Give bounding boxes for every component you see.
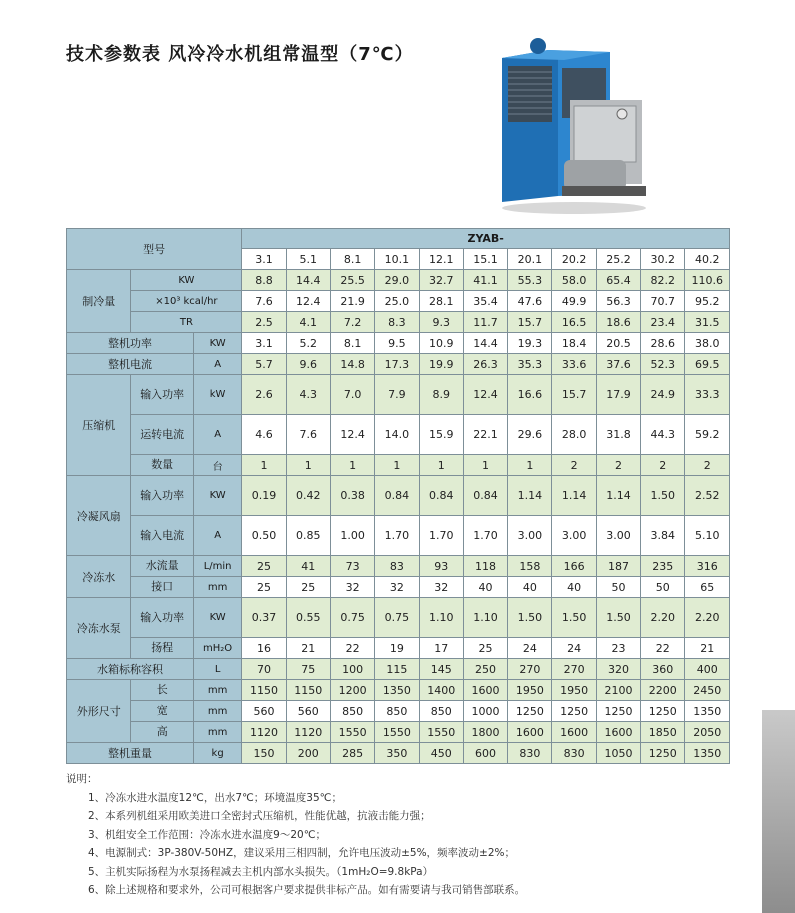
model-cell: 10.1 bbox=[375, 249, 419, 270]
value-cell: 75 bbox=[286, 659, 330, 680]
value-cell: 3.00 bbox=[596, 516, 640, 556]
value-cell: 1.50 bbox=[508, 598, 552, 638]
value-cell: 850 bbox=[419, 701, 463, 722]
value-cell: 400 bbox=[685, 659, 730, 680]
value-cell: 2.5 bbox=[242, 312, 286, 333]
model-cell: 30.2 bbox=[641, 249, 685, 270]
value-cell: 35.3 bbox=[508, 354, 552, 375]
value-cell: 150 bbox=[242, 743, 286, 764]
chiller-unit-image bbox=[494, 36, 654, 216]
model-cell: 20.2 bbox=[552, 249, 596, 270]
value-cell: 200 bbox=[286, 743, 330, 764]
model-cell: 20.1 bbox=[508, 249, 552, 270]
unit-cell: mH₂O bbox=[193, 638, 241, 659]
unit-cell: mm bbox=[193, 680, 241, 701]
value-cell: 1550 bbox=[375, 722, 419, 743]
value-cell: 2.52 bbox=[685, 476, 730, 516]
value-cell: 52.3 bbox=[641, 354, 685, 375]
value-cell: 166 bbox=[552, 556, 596, 577]
value-cell: 8.3 bbox=[375, 312, 419, 333]
value-cell: 0.42 bbox=[286, 476, 330, 516]
value-cell: 24.9 bbox=[641, 375, 685, 415]
value-cell: 17.3 bbox=[375, 354, 419, 375]
value-cell: 35.4 bbox=[463, 291, 507, 312]
value-cell: 1600 bbox=[463, 680, 507, 701]
value-cell: 0.38 bbox=[330, 476, 374, 516]
value-cell: 29.6 bbox=[508, 415, 552, 455]
table-row bbox=[67, 354, 730, 375]
value-cell: 3.00 bbox=[508, 516, 552, 556]
value-cell: 32.7 bbox=[419, 270, 463, 291]
value-cell: 270 bbox=[508, 659, 552, 680]
value-cell: 1.10 bbox=[419, 598, 463, 638]
value-cell: 18.4 bbox=[552, 333, 596, 354]
value-cell: 1350 bbox=[685, 743, 730, 764]
value-cell: 1.70 bbox=[463, 516, 507, 556]
value-cell: 15.7 bbox=[552, 375, 596, 415]
value-cell: 31.8 bbox=[596, 415, 640, 455]
value-cell: 70 bbox=[242, 659, 286, 680]
row-label: 水箱标称容积 bbox=[67, 659, 194, 680]
value-cell: 15.9 bbox=[419, 415, 463, 455]
value-cell: 8.9 bbox=[419, 375, 463, 415]
value-cell: 2450 bbox=[685, 680, 730, 701]
value-cell: 19.9 bbox=[419, 354, 463, 375]
row-label: 长 bbox=[131, 680, 193, 701]
value-cell: 1.70 bbox=[375, 516, 419, 556]
value-cell: 59.2 bbox=[685, 415, 730, 455]
value-cell: 2050 bbox=[685, 722, 730, 743]
unit-cell: A bbox=[193, 354, 241, 375]
value-cell: 16.5 bbox=[552, 312, 596, 333]
note-item: 6、除上述规格和要求外，公司可根据客户要求提供非标产品。如有需要请与我司销售部联系。 bbox=[88, 884, 526, 896]
value-cell: 24 bbox=[552, 638, 596, 659]
value-cell: 350 bbox=[375, 743, 419, 764]
unit-cell: 台 bbox=[193, 455, 241, 476]
value-cell: 23 bbox=[596, 638, 640, 659]
unit-cell: mm bbox=[193, 722, 241, 743]
notes-title: 说明： bbox=[66, 773, 98, 785]
value-cell: 2100 bbox=[596, 680, 640, 701]
unit-cell: KW bbox=[193, 333, 241, 354]
value-cell: 2.20 bbox=[685, 598, 730, 638]
value-cell: 1 bbox=[419, 455, 463, 476]
value-cell: 8.8 bbox=[242, 270, 286, 291]
value-cell: 8.1 bbox=[330, 333, 374, 354]
value-cell: 1.14 bbox=[596, 476, 640, 516]
value-cell: 14.8 bbox=[330, 354, 374, 375]
row-label: 整机电流 bbox=[67, 354, 194, 375]
value-cell: 1.14 bbox=[552, 476, 596, 516]
model-label: 型号 bbox=[67, 229, 242, 270]
value-cell: 15.7 bbox=[508, 312, 552, 333]
value-cell: 69.5 bbox=[685, 354, 730, 375]
value-cell: 2 bbox=[685, 455, 730, 476]
value-cell: 1200 bbox=[330, 680, 374, 701]
model-cell: 12.1 bbox=[419, 249, 463, 270]
table-row bbox=[67, 270, 730, 291]
value-cell: 1550 bbox=[330, 722, 374, 743]
value-cell: 1600 bbox=[552, 722, 596, 743]
value-cell: 58.0 bbox=[552, 270, 596, 291]
value-cell: 17 bbox=[419, 638, 463, 659]
table-row bbox=[67, 476, 730, 516]
notes-section bbox=[66, 770, 525, 900]
value-cell: 187 bbox=[596, 556, 640, 577]
group-label: 制冷量 bbox=[67, 270, 131, 333]
value-cell: 115 bbox=[375, 659, 419, 680]
unit-cell: KW bbox=[193, 598, 241, 638]
value-cell: 7.6 bbox=[242, 291, 286, 312]
value-cell: 21 bbox=[685, 638, 730, 659]
value-cell: 29.0 bbox=[375, 270, 419, 291]
value-cell: 25.5 bbox=[330, 270, 374, 291]
value-cell: 850 bbox=[330, 701, 374, 722]
value-cell: 320 bbox=[596, 659, 640, 680]
value-cell: 270 bbox=[552, 659, 596, 680]
table-row bbox=[67, 375, 730, 415]
unit-cell: KW bbox=[131, 270, 242, 291]
row-label: 整机重量 bbox=[67, 743, 194, 764]
row-label: 水流量 bbox=[131, 556, 193, 577]
value-cell: 25 bbox=[242, 556, 286, 577]
value-cell: 31.5 bbox=[685, 312, 730, 333]
value-cell: 600 bbox=[463, 743, 507, 764]
value-cell: 1.50 bbox=[552, 598, 596, 638]
value-cell: 55.3 bbox=[508, 270, 552, 291]
value-cell: 19.3 bbox=[508, 333, 552, 354]
value-cell: 4.3 bbox=[286, 375, 330, 415]
value-cell: 12.4 bbox=[463, 375, 507, 415]
value-cell: 65 bbox=[685, 577, 730, 598]
value-cell: 1 bbox=[508, 455, 552, 476]
group-label: 压缩机 bbox=[67, 375, 131, 476]
value-cell: 1120 bbox=[242, 722, 286, 743]
value-cell: 1.10 bbox=[463, 598, 507, 638]
table-row bbox=[67, 743, 730, 764]
value-cell: 1950 bbox=[508, 680, 552, 701]
value-cell: 21 bbox=[286, 638, 330, 659]
value-cell: 12.4 bbox=[286, 291, 330, 312]
value-cell: 7.9 bbox=[375, 375, 419, 415]
note-item: 5、主机实际扬程为水泵扬程减去主机内部水头损失。（1mH₂O=9.8kPa） bbox=[88, 865, 434, 878]
value-cell: 1800 bbox=[463, 722, 507, 743]
value-cell: 360 bbox=[641, 659, 685, 680]
value-cell: 10.9 bbox=[419, 333, 463, 354]
value-cell: 1 bbox=[286, 455, 330, 476]
row-label: 运转电流 bbox=[131, 415, 193, 455]
value-cell: 100 bbox=[330, 659, 374, 680]
row-label: 接口 bbox=[131, 577, 193, 598]
value-cell: 1150 bbox=[286, 680, 330, 701]
row-label: 整机功率 bbox=[67, 333, 194, 354]
unit-cell: A bbox=[193, 415, 241, 455]
value-cell: 1600 bbox=[596, 722, 640, 743]
spec-table bbox=[66, 228, 730, 764]
table-row bbox=[67, 415, 730, 455]
value-cell: 83 bbox=[375, 556, 419, 577]
row-label: 宽 bbox=[131, 701, 193, 722]
value-cell: 1.70 bbox=[419, 516, 463, 556]
value-cell: 0.37 bbox=[242, 598, 286, 638]
value-cell: 118 bbox=[463, 556, 507, 577]
row-label: 扬程 bbox=[131, 638, 193, 659]
value-cell: 1350 bbox=[685, 701, 730, 722]
value-cell: 1 bbox=[330, 455, 374, 476]
row-label: 高 bbox=[131, 722, 193, 743]
unit-cell: A bbox=[193, 516, 241, 556]
value-cell: 38.0 bbox=[685, 333, 730, 354]
model-cell: 15.1 bbox=[463, 249, 507, 270]
value-cell: 33.6 bbox=[552, 354, 596, 375]
group-label: 冷冻水 bbox=[67, 556, 131, 598]
table-row bbox=[67, 659, 730, 680]
unit-cell: kW bbox=[193, 375, 241, 415]
row-label: 输入电流 bbox=[131, 516, 193, 556]
value-cell: 16 bbox=[242, 638, 286, 659]
model-cell: 40.2 bbox=[685, 249, 730, 270]
table-row bbox=[67, 516, 730, 556]
value-cell: 73 bbox=[330, 556, 374, 577]
table-row bbox=[67, 229, 730, 249]
value-cell: 41.1 bbox=[463, 270, 507, 291]
row-label: 输入功率 bbox=[131, 598, 193, 638]
value-cell: 50 bbox=[641, 577, 685, 598]
series-label: ZYAB- bbox=[242, 229, 730, 249]
value-cell: 50 bbox=[596, 577, 640, 598]
value-cell: 1.50 bbox=[641, 476, 685, 516]
value-cell: 1.00 bbox=[330, 516, 374, 556]
value-cell: 23.4 bbox=[641, 312, 685, 333]
value-cell: 1 bbox=[375, 455, 419, 476]
value-cell: 25 bbox=[286, 577, 330, 598]
value-cell: 1 bbox=[463, 455, 507, 476]
model-cell: 3.1 bbox=[242, 249, 286, 270]
value-cell: 830 bbox=[552, 743, 596, 764]
note-item: 1、冷冻水进水温度12℃，出水7℃；环境温度35℃； bbox=[88, 791, 342, 804]
value-cell: 9.6 bbox=[286, 354, 330, 375]
value-cell: 7.6 bbox=[286, 415, 330, 455]
value-cell: 1250 bbox=[641, 701, 685, 722]
value-cell: 28.0 bbox=[552, 415, 596, 455]
value-cell: 850 bbox=[375, 701, 419, 722]
table-row bbox=[67, 577, 730, 598]
value-cell: 20.5 bbox=[596, 333, 640, 354]
value-cell: 830 bbox=[508, 743, 552, 764]
table-row bbox=[67, 556, 730, 577]
value-cell: 25 bbox=[242, 577, 286, 598]
value-cell: 285 bbox=[330, 743, 374, 764]
value-cell: 1350 bbox=[375, 680, 419, 701]
unit-cell: mm bbox=[193, 577, 241, 598]
value-cell: 0.85 bbox=[286, 516, 330, 556]
value-cell: 4.6 bbox=[242, 415, 286, 455]
row-label: 输入功率 bbox=[131, 375, 193, 415]
value-cell: 0.55 bbox=[286, 598, 330, 638]
value-cell: 2 bbox=[552, 455, 596, 476]
value-cell: 56.3 bbox=[596, 291, 640, 312]
value-cell: 1.50 bbox=[596, 598, 640, 638]
value-cell: 32 bbox=[330, 577, 374, 598]
value-cell: 33.3 bbox=[685, 375, 730, 415]
note-item: 3、机组安全工作范围：冷冻水进水温度9～20℃； bbox=[88, 828, 327, 841]
value-cell: 7.2 bbox=[330, 312, 374, 333]
value-cell: 0.84 bbox=[419, 476, 463, 516]
value-cell: 1950 bbox=[552, 680, 596, 701]
group-label: 冷凝风扇 bbox=[67, 476, 131, 556]
group-label: 外形尺寸 bbox=[67, 680, 131, 743]
value-cell: 11.7 bbox=[463, 312, 507, 333]
value-cell: 17.9 bbox=[596, 375, 640, 415]
value-cell: 3.84 bbox=[641, 516, 685, 556]
model-cell: 5.1 bbox=[286, 249, 330, 270]
value-cell: 560 bbox=[242, 701, 286, 722]
value-cell: 24 bbox=[508, 638, 552, 659]
unit-cell: L/min bbox=[193, 556, 241, 577]
value-cell: 110.6 bbox=[685, 270, 730, 291]
table-row bbox=[67, 722, 730, 743]
side-decoration bbox=[762, 710, 795, 913]
value-cell: 22 bbox=[330, 638, 374, 659]
value-cell: 2.6 bbox=[242, 375, 286, 415]
model-cell: 25.2 bbox=[596, 249, 640, 270]
value-cell: 14.4 bbox=[286, 270, 330, 291]
value-cell: 1120 bbox=[286, 722, 330, 743]
value-cell: 9.5 bbox=[375, 333, 419, 354]
row-label: 数量 bbox=[131, 455, 193, 476]
value-cell: 32 bbox=[419, 577, 463, 598]
value-cell: 2.20 bbox=[641, 598, 685, 638]
value-cell: 40 bbox=[552, 577, 596, 598]
value-cell: 1850 bbox=[641, 722, 685, 743]
value-cell: 41 bbox=[286, 556, 330, 577]
value-cell: 18.6 bbox=[596, 312, 640, 333]
value-cell: 5.10 bbox=[685, 516, 730, 556]
value-cell: 235 bbox=[641, 556, 685, 577]
table-row bbox=[67, 680, 730, 701]
value-cell: 0.75 bbox=[330, 598, 374, 638]
value-cell: 2200 bbox=[641, 680, 685, 701]
value-cell: 3.00 bbox=[552, 516, 596, 556]
value-cell: 1250 bbox=[641, 743, 685, 764]
note-item: 2、本系列机组采用欧美进口全密封式压缩机，性能优越，抗液击能力强； bbox=[88, 810, 431, 822]
value-cell: 0.84 bbox=[375, 476, 419, 516]
value-cell: 47.6 bbox=[508, 291, 552, 312]
model-cell: 8.1 bbox=[330, 249, 374, 270]
unit-cell: ×10³ kcal/hr bbox=[131, 291, 242, 312]
unit-cell: kg bbox=[193, 743, 241, 764]
value-cell: 21.9 bbox=[330, 291, 374, 312]
value-cell: 16.6 bbox=[508, 375, 552, 415]
value-cell: 22.1 bbox=[463, 415, 507, 455]
table-row bbox=[67, 333, 730, 354]
value-cell: 450 bbox=[419, 743, 463, 764]
value-cell: 0.50 bbox=[242, 516, 286, 556]
row-label: 输入功率 bbox=[131, 476, 193, 516]
value-cell: 14.0 bbox=[375, 415, 419, 455]
value-cell: 1600 bbox=[508, 722, 552, 743]
table-row bbox=[67, 701, 730, 722]
value-cell: 4.1 bbox=[286, 312, 330, 333]
group-label: 冷冻水泵 bbox=[67, 598, 131, 659]
value-cell: 2 bbox=[596, 455, 640, 476]
table-row bbox=[67, 638, 730, 659]
page-title: 技术参数表 风冷冷水机组常温型（7℃） bbox=[66, 44, 414, 65]
value-cell: 1250 bbox=[508, 701, 552, 722]
value-cell: 1 bbox=[242, 455, 286, 476]
value-cell: 40 bbox=[508, 577, 552, 598]
value-cell: 25 bbox=[463, 638, 507, 659]
value-cell: 145 bbox=[419, 659, 463, 680]
table-row bbox=[67, 312, 730, 333]
unit-cell: KW bbox=[193, 476, 241, 516]
value-cell: 37.6 bbox=[596, 354, 640, 375]
value-cell: 2 bbox=[641, 455, 685, 476]
value-cell: 3.1 bbox=[242, 333, 286, 354]
value-cell: 95.2 bbox=[685, 291, 730, 312]
value-cell: 0.19 bbox=[242, 476, 286, 516]
value-cell: 5.2 bbox=[286, 333, 330, 354]
note-item: 4、电源制式：3P-380V-50HZ，建议采用三相四制，允许电压波动±5%，频率波动±2%； bbox=[88, 847, 516, 859]
value-cell: 14.4 bbox=[463, 333, 507, 354]
unit-cell: mm bbox=[193, 701, 241, 722]
value-cell: 1400 bbox=[419, 680, 463, 701]
table-row bbox=[67, 598, 730, 638]
value-cell: 560 bbox=[286, 701, 330, 722]
value-cell: 82.2 bbox=[641, 270, 685, 291]
value-cell: 49.9 bbox=[552, 291, 596, 312]
value-cell: 1050 bbox=[596, 743, 640, 764]
value-cell: 22 bbox=[641, 638, 685, 659]
value-cell: 7.0 bbox=[330, 375, 374, 415]
table-row bbox=[67, 455, 730, 476]
value-cell: 25.0 bbox=[375, 291, 419, 312]
value-cell: 1250 bbox=[596, 701, 640, 722]
value-cell: 19 bbox=[375, 638, 419, 659]
value-cell: 0.75 bbox=[375, 598, 419, 638]
value-cell: 9.3 bbox=[419, 312, 463, 333]
value-cell: 26.3 bbox=[463, 354, 507, 375]
value-cell: 70.7 bbox=[641, 291, 685, 312]
value-cell: 65.4 bbox=[596, 270, 640, 291]
value-cell: 40 bbox=[463, 577, 507, 598]
value-cell: 44.3 bbox=[641, 415, 685, 455]
value-cell: 32 bbox=[375, 577, 419, 598]
value-cell: 250 bbox=[463, 659, 507, 680]
value-cell: 1550 bbox=[419, 722, 463, 743]
unit-cell: TR bbox=[131, 312, 242, 333]
value-cell: 316 bbox=[685, 556, 730, 577]
value-cell: 93 bbox=[419, 556, 463, 577]
value-cell: 5.7 bbox=[242, 354, 286, 375]
value-cell: 1.14 bbox=[508, 476, 552, 516]
value-cell: 1250 bbox=[552, 701, 596, 722]
value-cell: 158 bbox=[508, 556, 552, 577]
value-cell: 28.1 bbox=[419, 291, 463, 312]
value-cell: 1150 bbox=[242, 680, 286, 701]
unit-cell: L bbox=[193, 659, 241, 680]
value-cell: 28.6 bbox=[641, 333, 685, 354]
value-cell: 0.84 bbox=[463, 476, 507, 516]
table-row bbox=[67, 291, 730, 312]
value-cell: 12.4 bbox=[330, 415, 374, 455]
value-cell: 1000 bbox=[463, 701, 507, 722]
